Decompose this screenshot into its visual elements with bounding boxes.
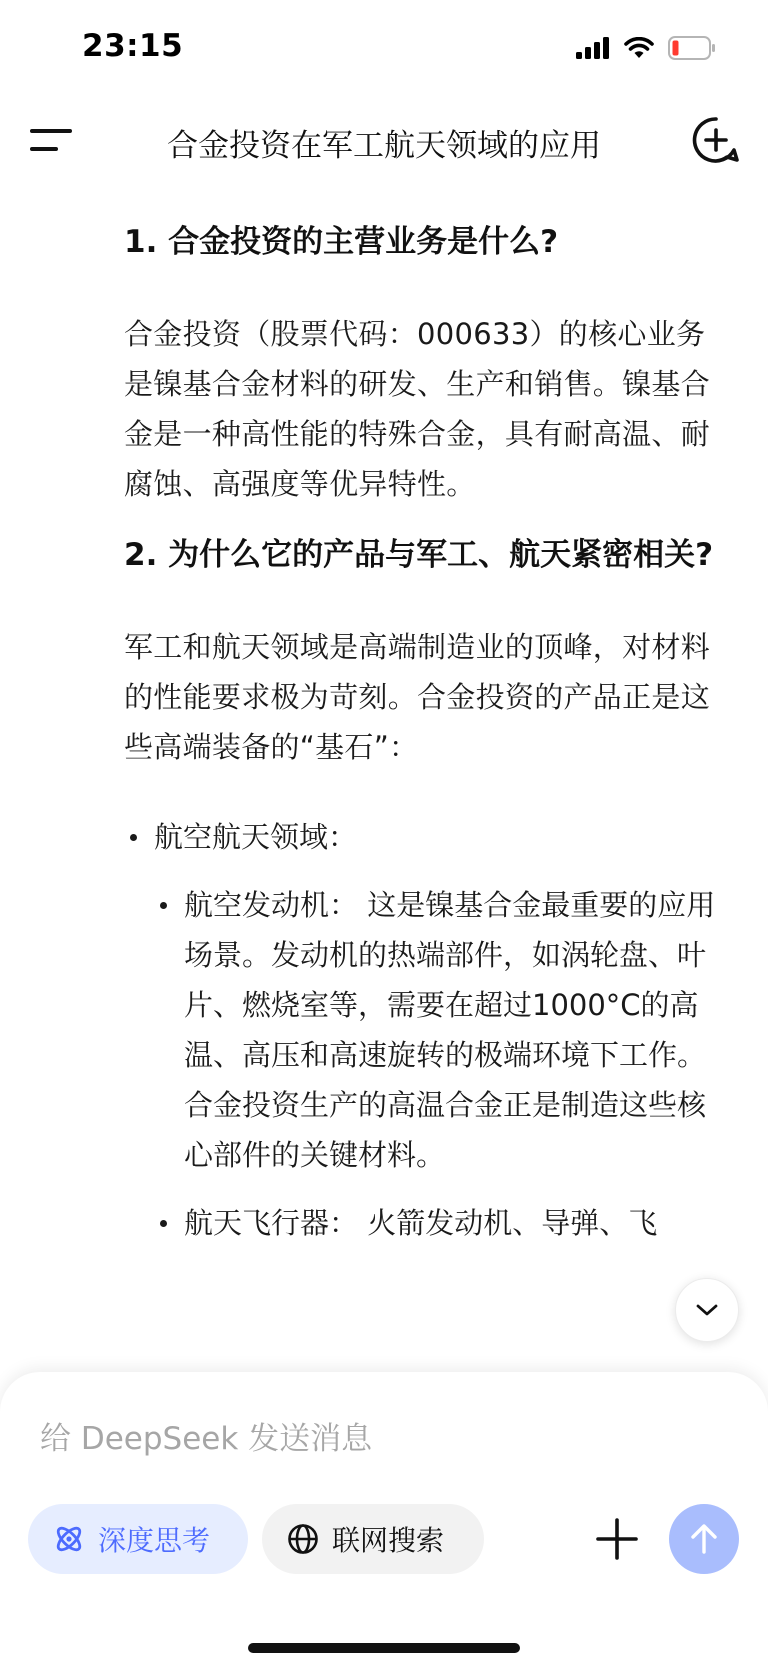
sub-bullet-label: 航空发动机： bbox=[184, 888, 359, 922]
sub-list-item bbox=[154, 1198, 726, 1248]
atom-icon bbox=[52, 1522, 86, 1556]
new-chat-icon bbox=[690, 114, 742, 166]
battery-icon bbox=[668, 36, 716, 60]
section-1-heading: 1. 合金投资的主营业务是什么? bbox=[124, 224, 559, 260]
web-search-toggle[interactable] bbox=[262, 1504, 484, 1574]
wifi-icon bbox=[624, 37, 654, 59]
chevron-down-icon bbox=[695, 1302, 719, 1318]
content-fade bbox=[0, 1300, 768, 1360]
sub-list-item bbox=[154, 880, 726, 1180]
web-search-label: 联网搜索 bbox=[332, 1524, 445, 1557]
scroll-to-bottom-button[interactable] bbox=[675, 1278, 739, 1342]
bullet-list bbox=[124, 812, 726, 1248]
home-indicator bbox=[248, 1643, 520, 1653]
assistant-message bbox=[124, 196, 726, 1266]
status-bar bbox=[0, 0, 768, 100]
status-icons bbox=[576, 36, 716, 60]
chat-title: 合金投资在军工航天领域的应用 bbox=[167, 128, 601, 164]
bullet-dot bbox=[130, 834, 137, 841]
list-item bbox=[124, 812, 726, 1248]
message-composer bbox=[0, 1372, 768, 1663]
globe-icon bbox=[286, 1522, 320, 1556]
section-1-paragraph: 合金投资（股票代码：000633）的核心业务是镍基合金材料的研发、生产和销售。镍基合金是一种高性能的特殊合金，具有耐高温、耐腐蚀、高强度等优异特性。 bbox=[124, 317, 711, 501]
plus-icon bbox=[592, 1514, 642, 1564]
deep-think-label: 深度思考 bbox=[98, 1524, 211, 1557]
deep-think-toggle[interactable] bbox=[28, 1504, 248, 1574]
section-2-paragraph: 军工和航天领域是高端制造业的顶峰，对材料的性能要求极为苛刻。合金投资的产品正是这些高端装备的“基石”： bbox=[124, 630, 711, 764]
section-2-heading: 2. 为什么它的产品与军工、航天紧密相关? bbox=[124, 537, 714, 573]
bullet-label: 航空航天领域： bbox=[154, 820, 358, 854]
message-list[interactable] bbox=[0, 196, 768, 1356]
new-chat-button[interactable] bbox=[690, 114, 742, 166]
attach-button[interactable] bbox=[592, 1514, 642, 1564]
arrow-up-icon bbox=[686, 1521, 722, 1557]
signal-icon bbox=[576, 37, 610, 59]
sub-bullet-list bbox=[154, 880, 726, 1248]
bullet-dot bbox=[160, 902, 167, 909]
menu-button[interactable] bbox=[26, 118, 76, 162]
bullet-dot bbox=[160, 1220, 167, 1227]
status-time: 23:15 bbox=[82, 28, 184, 64]
send-button[interactable] bbox=[669, 1504, 739, 1574]
sub-bullet-label: 航天飞行器： bbox=[184, 1206, 359, 1240]
sub-bullet-text: 这是镍基合金最重要的应用场景。发动机的热端部件，如涡轮盘、叶片、燃烧室等，需要在超过1000°C的高温、高压和高速旋转的极端环境下工作。合金投资生产的高温合金正是制造这些核心部件的关键材料。 bbox=[184, 888, 716, 1172]
sub-bullet-text: 火箭发动机、导弹、飞 bbox=[358, 1206, 658, 1240]
menu-icon bbox=[26, 118, 76, 162]
message-input[interactable] bbox=[40, 1414, 680, 1464]
chat-header bbox=[0, 100, 768, 180]
